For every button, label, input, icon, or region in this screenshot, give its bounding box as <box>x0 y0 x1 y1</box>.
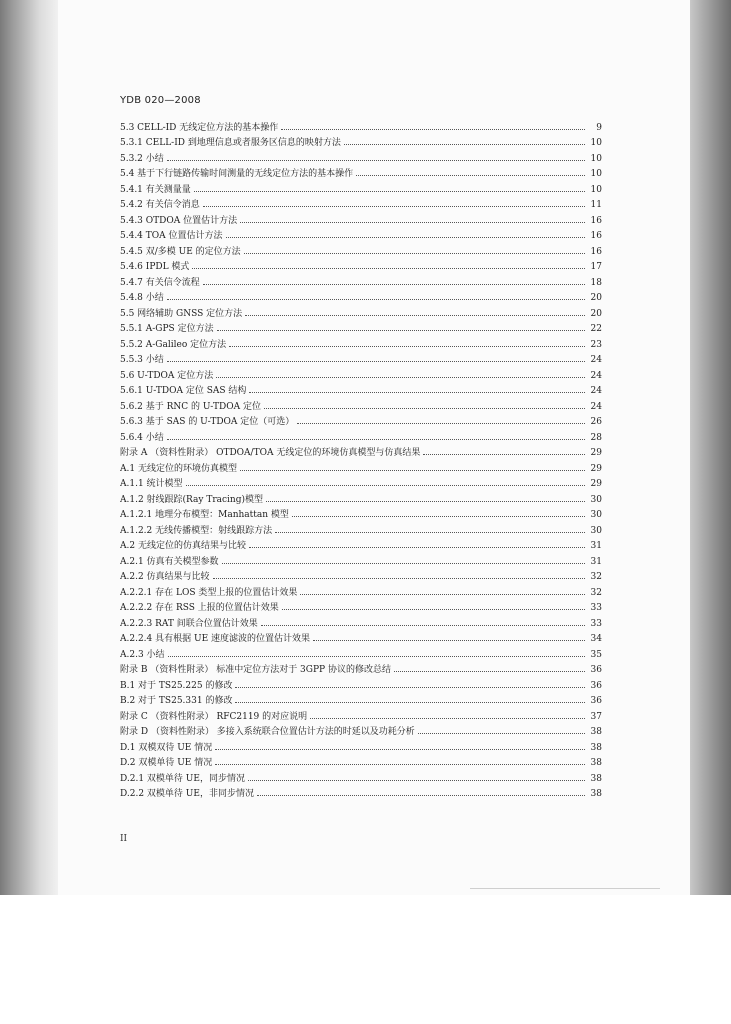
toc-entry <box>120 567 602 583</box>
toc-entry-page: 22 <box>590 324 602 334</box>
toc-entry-page: 24 <box>590 370 602 381</box>
toc-entry-page: 9 <box>596 122 602 133</box>
toc-entry-page: 32 <box>590 572 602 582</box>
toc-entry-page: 16 <box>590 231 602 241</box>
toc-entry-title: 5.4.5 双/多模 UE 的定位方法 <box>120 246 241 257</box>
toc-entry-title: B.2 对于 TS25.331 的修改 <box>120 696 233 706</box>
toc-entry <box>120 598 602 614</box>
toc-entry <box>120 520 602 536</box>
toc-entry-page: 33 <box>590 618 602 629</box>
toc-leader-dots <box>168 656 585 657</box>
toc-leader-dots <box>266 501 585 502</box>
toc-entry <box>120 272 602 288</box>
toc-entry-title: 5.6.4 小结 <box>120 432 164 443</box>
toc-entry <box>120 164 602 180</box>
toc-entry-page: 30 <box>590 510 602 520</box>
toc-entry <box>120 381 602 397</box>
document-header-id: YDB 020—2008 <box>120 95 201 106</box>
toc-leader-dots <box>167 361 585 362</box>
toc-entry-page: 38 <box>590 742 602 753</box>
toc-leader-dots <box>222 563 585 564</box>
toc-entry-title: A.1.1 统计模型 <box>120 479 183 489</box>
toc-leader-dots <box>226 237 585 238</box>
toc-leader-dots <box>217 330 585 331</box>
toc-leader-dots <box>167 160 585 161</box>
toc-leader-dots <box>203 284 585 285</box>
toc-entry <box>120 582 602 598</box>
toc-entry-title: 5.3 CELL-ID 无线定位方法的基本操作 <box>120 122 279 133</box>
toc-entry <box>120 133 602 149</box>
toc-leader-dots <box>257 795 585 796</box>
toc-leader-dots <box>245 315 585 316</box>
toc-entry-page: 31 <box>590 541 602 551</box>
toc-entry-title: D.2 双模单待 UE 情况 <box>120 758 213 768</box>
toc-entry-title: 附录 C （资料性附录） RFC2119 的对应说明 <box>120 711 308 722</box>
toc-leader-dots <box>356 175 585 176</box>
toc-entry <box>120 210 602 226</box>
toc-entry-title: 5.4.1 有关测量量 <box>120 184 191 195</box>
toc-entry-page: 35 <box>590 649 602 660</box>
toc-entry-title: 附录 B （资料性附录） 标准中定位方法对于 3GPP 协议的修改总结 <box>120 665 391 675</box>
toc-entry-title: 5.5.2 A-Galileo 定位方法 <box>120 339 227 350</box>
toc-entry-title: D.1 双模双待 UE 情况 <box>120 742 213 753</box>
toc-leader-dots <box>292 516 585 517</box>
toc-leader-dots <box>194 191 585 192</box>
toc-leader-dots <box>248 780 585 781</box>
toc-leader-dots <box>313 640 585 641</box>
toc-leader-dots <box>261 625 585 626</box>
toc-leader-dots <box>281 129 585 130</box>
toc-leader-dots <box>394 671 585 672</box>
toc-entry-title: A.1 无线定位的环境仿真模型 <box>120 463 237 474</box>
toc-leader-dots <box>297 423 585 424</box>
toc-entry-page: 30 <box>590 525 602 536</box>
toc-entry <box>120 334 602 350</box>
toc-entry-page: 10 <box>590 153 602 164</box>
toc-entry-title: A.1.2.1 地理分布模型：Manhattan 模型 <box>120 510 289 520</box>
toc-entry-title: D.2.2 双模单待 UE，非同步情况 <box>120 789 254 799</box>
page-number: II <box>120 834 128 844</box>
toc-entry-title: 5.3.2 小结 <box>120 153 164 164</box>
toc-leader-dots <box>249 547 585 548</box>
toc-entry-page: 16 <box>590 246 602 257</box>
toc-leader-dots <box>300 594 585 595</box>
toc-entry <box>120 350 602 366</box>
toc-entry-title: 附录 A （资料性附录） OTDOA/TOA 无线定位的环境仿真模型与仿真结果 <box>120 448 421 458</box>
toc-entry <box>120 706 602 722</box>
toc-entry <box>120 489 602 505</box>
toc-leader-dots <box>192 268 585 269</box>
toc-entry <box>120 396 602 412</box>
toc-entry <box>120 257 602 273</box>
toc-entry-title: 5.5 网络辅助 GNSS 定位方法 <box>120 308 243 319</box>
table-of-contents <box>120 117 602 799</box>
toc-entry <box>120 427 602 443</box>
toc-entry-page: 36 <box>590 696 602 706</box>
toc-entry-title: 5.4.2 有关信令消息 <box>120 200 200 210</box>
toc-entry <box>120 179 602 195</box>
toc-entry <box>120 536 602 552</box>
toc-entry <box>120 319 602 335</box>
toc-entry-page: 17 <box>590 262 602 272</box>
toc-entry-page: 29 <box>590 463 602 474</box>
toc-entry-page: 38 <box>590 789 602 799</box>
toc-entry <box>120 148 602 164</box>
toc-leader-dots <box>186 485 585 486</box>
toc-leader-dots <box>344 144 585 145</box>
toc-leader-dots <box>215 764 585 765</box>
toc-leader-dots <box>310 718 585 719</box>
toc-entry <box>120 474 602 490</box>
toc-entry-page: 33 <box>590 603 602 613</box>
toc-entry-page: 37 <box>590 711 602 722</box>
toc-entry-title: 5.4.7 有关信令流程 <box>120 277 200 288</box>
toc-entry-title: B.1 对于 TS25.225 的修改 <box>120 680 233 691</box>
toc-entry-page: 24 <box>590 386 602 396</box>
toc-entry-page: 36 <box>590 680 602 691</box>
toc-entry <box>120 288 602 304</box>
toc-entry <box>120 753 602 769</box>
toc-leader-dots <box>213 578 585 579</box>
toc-entry-title: 5.6.3 基于 SAS 的 U-TDOA 定位（可选） <box>120 417 295 427</box>
toc-entry-page: 24 <box>590 401 602 412</box>
toc-entry-page: 16 <box>590 215 602 226</box>
toc-entry-title: 5.5.1 A-GPS 定位方法 <box>120 324 214 334</box>
toc-leader-dots <box>282 609 585 610</box>
toc-entry <box>120 629 602 645</box>
toc-entry-title: 5.4.8 小结 <box>120 293 164 303</box>
toc-entry <box>120 505 602 521</box>
toc-entry-page: 18 <box>590 277 602 288</box>
toc-entry-page: 20 <box>590 293 602 303</box>
toc-entry-title: A.2.2.4 具有根据 UE 速度滤波的位置估计效果 <box>120 634 310 644</box>
toc-entry <box>120 691 602 707</box>
toc-entry-page: 38 <box>590 758 602 768</box>
toc-entry <box>120 660 602 676</box>
toc-entry-page: 38 <box>590 773 602 784</box>
toc-leader-dots <box>235 702 585 703</box>
toc-entry-title: 5.4.4 TOA 位置估计方法 <box>120 231 223 241</box>
toc-leader-dots <box>418 733 585 734</box>
toc-entry <box>120 722 602 738</box>
toc-leader-dots <box>167 299 585 300</box>
toc-entry-page: 26 <box>590 417 602 427</box>
toc-leader-dots <box>249 392 585 393</box>
toc-entry-title: A.2.2.1 存在 LOS 类型上报的位置估计效果 <box>120 587 298 598</box>
toc-entry-title: A.2.3 小结 <box>120 649 165 660</box>
toc-entry-title: 5.6.2 基于 RNC 的 U-TDOA 定位 <box>120 401 261 412</box>
toc-entry-page: 30 <box>590 494 602 505</box>
toc-entry-title: A.1.2.2 无线传播模型：射线跟踪方法 <box>120 525 273 536</box>
toc-leader-dots <box>167 439 585 440</box>
toc-entry-page: 36 <box>590 665 602 675</box>
toc-entry <box>120 458 602 474</box>
toc-leader-dots <box>203 206 585 207</box>
toc-entry-page: 20 <box>590 308 602 319</box>
toc-entry-page: 29 <box>590 479 602 489</box>
toc-leader-dots <box>229 346 585 347</box>
toc-leader-dots <box>240 222 585 223</box>
toc-entry <box>120 195 602 211</box>
toc-entry-title: 5.6.1 U-TDOA 定位 SAS 结构 <box>120 386 247 396</box>
toc-entry-title: 5.6 U-TDOA 定位方法 <box>120 370 214 381</box>
toc-entry <box>120 241 602 257</box>
toc-entry <box>120 443 602 459</box>
toc-entry <box>120 768 602 784</box>
toc-leader-dots <box>216 377 585 378</box>
scan-edge-line <box>470 888 660 889</box>
toc-entry-page: 29 <box>590 448 602 458</box>
toc-entry-title: 5.4 基于下行链路传输时间测量的无线定位方法的基本操作 <box>120 169 354 179</box>
toc-entry <box>120 226 602 242</box>
toc-entry-page: 31 <box>590 556 602 567</box>
toc-entry-title: 5.4.6 IPDL 模式 <box>120 262 190 272</box>
toc-entry <box>120 644 602 660</box>
toc-entry <box>120 737 602 753</box>
toc-entry-page: 32 <box>590 587 602 598</box>
toc-entry <box>120 117 602 133</box>
toc-entry-page: 34 <box>590 634 602 644</box>
toc-entry <box>120 365 602 381</box>
toc-entry-title: 附录 D （资料性附录） 多接入系统联合位置估计方法的时延以及功耗分析 <box>120 727 415 737</box>
toc-leader-dots <box>423 454 585 455</box>
toc-entry <box>120 613 602 629</box>
toc-entry-title: D.2.1 双模单待 UE，同步情况 <box>120 773 245 784</box>
toc-entry <box>120 784 602 800</box>
toc-entry-title: A.2.1 仿真有关模型参数 <box>120 556 219 567</box>
toc-entry-title: A.2.2.3 RAT 间联合位置估计效果 <box>120 618 258 629</box>
toc-entry <box>120 303 602 319</box>
toc-entry-page: 10 <box>590 138 602 148</box>
toc-entry-title: A.1.2 射线跟踪(Ray Tracing)模型 <box>120 494 263 505</box>
toc-leader-dots <box>215 749 585 750</box>
toc-entry <box>120 551 602 567</box>
toc-entry-title: A.2.2 仿真结果与比较 <box>120 572 210 582</box>
toc-entry-page: 23 <box>590 339 602 350</box>
toc-entry-title: 5.3.1 CELL-ID 到地理信息或者服务区信息的映射方法 <box>120 138 341 148</box>
toc-leader-dots <box>235 687 585 688</box>
toc-entry-page: 10 <box>590 184 602 195</box>
toc-leader-dots <box>240 470 585 471</box>
toc-entry-page: 38 <box>590 727 602 737</box>
toc-entry-title: 5.5.3 小结 <box>120 355 164 365</box>
toc-leader-dots <box>244 253 585 254</box>
toc-entry-page: 11 <box>590 200 602 210</box>
toc-entry-title: A.2 无线定位的仿真结果与比较 <box>120 541 246 551</box>
toc-entry-page: 24 <box>590 355 602 365</box>
toc-leader-dots <box>264 408 585 409</box>
toc-leader-dots <box>275 532 585 533</box>
toc-entry-page: 10 <box>590 169 602 179</box>
toc-entry <box>120 675 602 691</box>
toc-entry-title: 5.4.3 OTDOA 位置估计方法 <box>120 215 238 226</box>
toc-entry-page: 28 <box>590 432 602 443</box>
toc-entry-title: A.2.2.2 存在 RSS 上报的位置估计效果 <box>120 603 279 613</box>
toc-entry <box>120 412 602 428</box>
